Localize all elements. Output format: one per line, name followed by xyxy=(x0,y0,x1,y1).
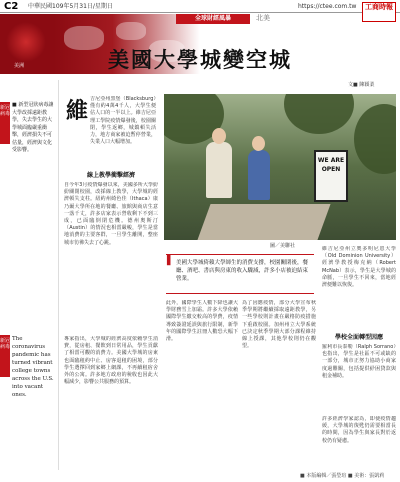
subhead-2: 學校全面轉型因應 xyxy=(334,334,383,341)
issue-date: 中華民國109年5月31日/星期日 xyxy=(28,3,113,10)
section-tag: 全球財經風暴 xyxy=(176,14,250,24)
intro-paragraph: 吉尼亞州黑堡（Blacksburg）僅有約4萬4千人，大學生便佔人口的一半以上。維吉尼亞理工學院疫情爆發後，校園關閉，學生返鄉，城鎮頓失活力，地方商家被迫暫停營業，失業人口大幅增加。 xyxy=(90,96,156,146)
column-1: 自今年3月疫情爆發以來，美國多所大學紛紛關閉校園，改採線上教學，大學城的經濟頓失支柱。紐約州綺色佳（Ithaca）康乃爾大學所在地的餐廳、旅館與商店生意一落千丈，許多店家表示營收剩下不到三成，已面臨倒閉危機。德州奧斯汀（Austin）的情況也相當嚴峻，學生是當地消費的主要客群，一旦學生離開，整座城市彷彿失去了心跳。 xyxy=(64,182,158,246)
page-footer: ■ 本版編輯／張瑩瑄 ■ 美術：張凱莉 xyxy=(300,473,385,479)
drop-cap: 維 xyxy=(66,98,89,124)
column-2: 此外，國際學生人數下降也讓大學財務雪上加霜。許多大學依賴國際學生繳交較高的學費，疫情導致簽證延誤與旅行限制，新學年的國際學生註冊人數恐大幅下滑。 xyxy=(166,300,238,343)
region-label: 北美 xyxy=(256,14,270,22)
newspaper-logo: 工商時報 xyxy=(362,2,396,22)
column-3: 為了因應疫情，部分大學宣布秋季學期將繼續採取遠距教學，另一些學校則計畫在嚴格防疫措施下重啟校園。加州州立大學系統已決定秋季學期大部分課程維持線上授課，其他學校則仍在觀望。 xyxy=(242,300,316,350)
side-summary-chinese: ■ 新型冠狀病毒讓大學改採遠距教學，失去學生的大學城面臨嚴重衝擊，經濟損失不可估量，經濟與文化受影響。 xyxy=(12,102,54,153)
byline: 文■ 陳穎柔 xyxy=(348,82,375,88)
article-photo xyxy=(164,94,396,240)
side-summary-english: The coronavirus pandemic has turned vibrant college towns across the U.S. into vacant ones. xyxy=(12,336,54,398)
page-header xyxy=(0,0,400,13)
pull-quote: ▌ 美國大學城倚賴大學師生的消費支撐，校園關閉後，餐廳、酒吧、書店與房東的收入驟減，許多小店被迫結束營業。 xyxy=(166,254,314,294)
column-1b: 專家指出，大學城的經濟高度依賴學生消費，從房租、餐飲到日常用品，學生貢獻了相當可觀的消費力。美國大學城的房東也面臨租約中止、房客退租的困境，部分學生選擇回到家鄉上網課，不再續租宿舍外的公寓。許多地方政府的稅收也因此大幅減少，影響公共服務的預算。 xyxy=(64,336,158,386)
column-5: 羅利市長泰勒（Ralph Sorrano）也指出，學生是社區不可或缺的一部分，城市正努力協助小商家度過難關，包括提供紓困貸款與租金補助。 xyxy=(322,344,396,379)
banner-subtitle: 美洲 xyxy=(14,63,25,69)
site-url[interactable]: https://ctee.com.tw xyxy=(298,3,357,10)
open-sign: WE ARE OPEN xyxy=(314,150,348,202)
section-banner xyxy=(0,14,54,74)
globe-glow-icon xyxy=(6,22,46,62)
man-figure-icon xyxy=(206,142,232,198)
page-number: C2 xyxy=(4,1,19,12)
photo-credit: 圖／美聯社 xyxy=(270,243,296,249)
column-divider xyxy=(58,80,59,470)
column-6: 許多經濟學家認為，即使疫情趨緩，大學城的復甦仍需要相當長的時間，因為學生與家長對於返校仍有疑慮。 xyxy=(322,416,396,444)
side-tab-chinese: 新冠病毒 xyxy=(0,102,10,144)
woman-figure-icon xyxy=(248,150,270,200)
article-headline: 美國大學城變空城 xyxy=(108,47,292,72)
side-tab-english: 新冠病毒 xyxy=(0,335,10,377)
subhead-1: 線上教學衝擊經濟 xyxy=(86,172,135,179)
column-4: 維吉尼亞州立奧多明尼恩大學（Old Dominion University）經濟學教授梅克納（Robert McNab）表示，學生是大學城的命脈，一旦學生不回來，當地經濟便難以恢復。 xyxy=(322,246,396,289)
quote-mark-icon: ▌ xyxy=(167,256,174,266)
